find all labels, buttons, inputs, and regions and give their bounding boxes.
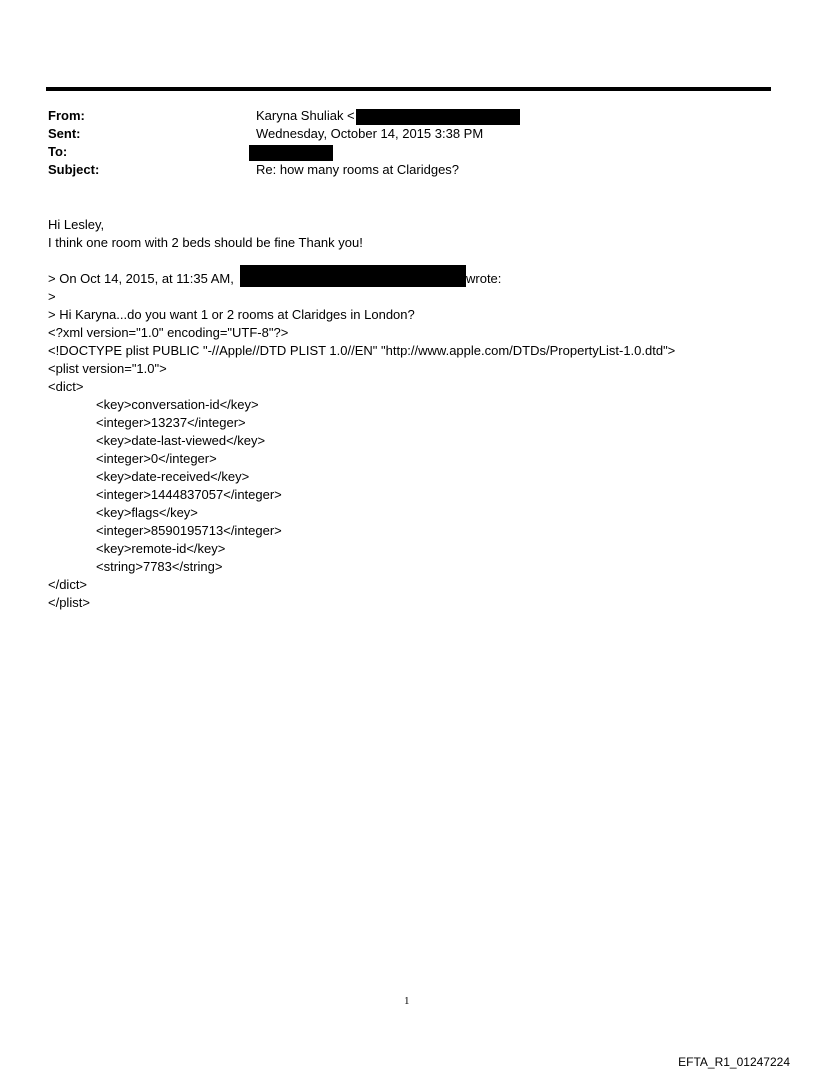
dict-close: </dict> (48, 577, 88, 592)
subject-label: Subject: (48, 162, 100, 177)
greeting: Hi Lesley, (48, 217, 105, 232)
redaction-to (249, 145, 333, 161)
dict-item: <key>flags</key> (96, 505, 198, 520)
dict-item: <integer>1444837057</integer> (96, 487, 282, 502)
document-id: EFTA_R1_01247224 (678, 1055, 790, 1069)
quote-blank-line: > (48, 289, 56, 304)
dict-item: <integer>13237</integer> (96, 415, 246, 430)
quote-header-prefix: > On Oct 14, 2015, at 11:35 AM, (48, 271, 234, 286)
xml-declaration: <?xml version="1.0" encoding="UTF-8"?> (48, 325, 289, 340)
redaction-from-email (356, 109, 520, 125)
plist-open: <plist version="1.0"> (48, 361, 167, 376)
to-label: To: (48, 144, 68, 159)
dict-item: <integer>0</integer> (96, 451, 217, 466)
page-number: 1 (404, 995, 410, 1007)
dict-item: <integer>8590195713</integer> (96, 523, 282, 538)
quoted-message: > Hi Karyna...do you want 1 or 2 rooms at Claridges in London? (48, 307, 415, 322)
doctype-line: <!DOCTYPE plist PUBLIC "-//Apple//DTD PLIST 1.0//EN" "http://www.apple.com/DTDs/PropertyList-1.0.dtd"> (48, 343, 676, 358)
from-value: Karyna Shuliak < (256, 108, 355, 123)
from-label: From: (48, 108, 85, 123)
header-divider (46, 87, 771, 91)
quote-header-suffix: wrote: (466, 271, 502, 286)
dict-item: <string>7783</string> (96, 559, 223, 574)
plist-close: </plist> (48, 595, 90, 610)
dict-item: <key>date-last-viewed</key> (96, 433, 266, 448)
dict-open: <dict> (48, 379, 84, 394)
dict-item: <key>remote-id</key> (96, 541, 226, 556)
sent-label: Sent: (48, 126, 81, 141)
dict-item: <key>conversation-id</key> (96, 397, 259, 412)
subject-value: Re: how many rooms at Claridges? (256, 162, 460, 177)
redaction-sender (240, 265, 466, 287)
sent-value: Wednesday, October 14, 2015 3:38 PM (256, 126, 484, 141)
reply-line: I think one room with 2 beds should be fine Thank you! (48, 235, 363, 250)
dict-item: <key>date-received</key> (96, 469, 250, 484)
